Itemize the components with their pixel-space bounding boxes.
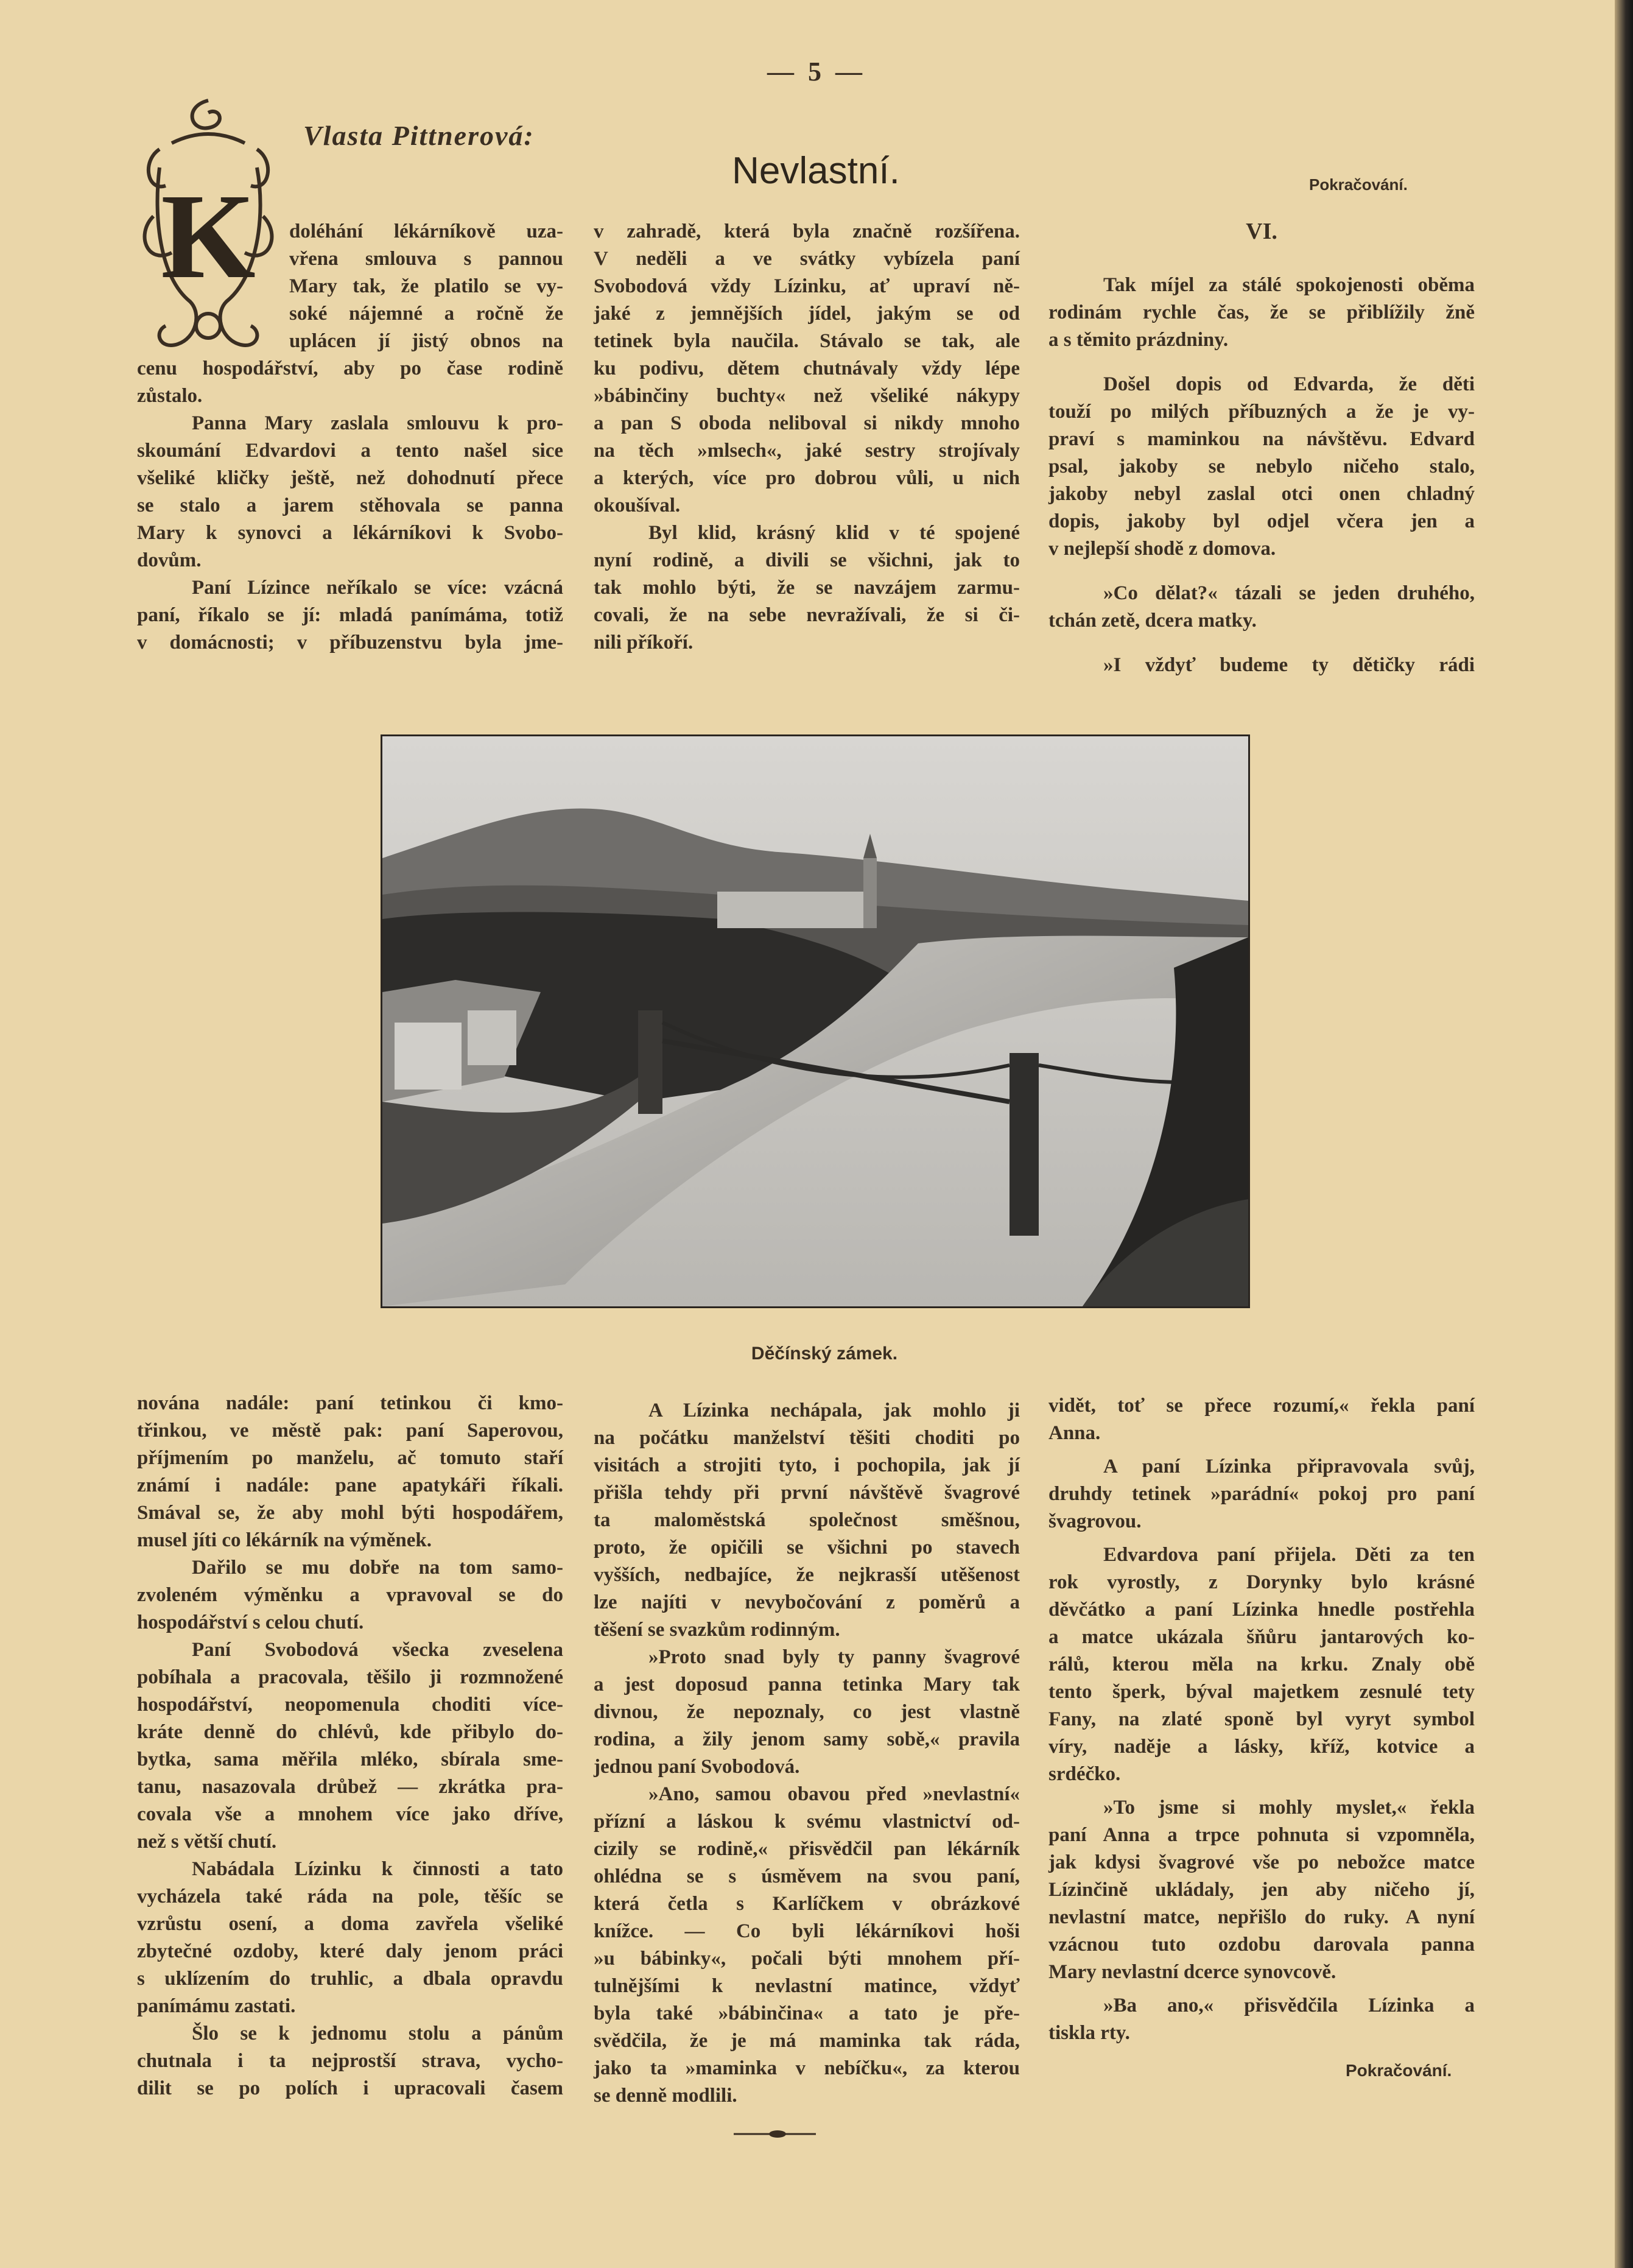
text-line: cizily se rodině,« přisvědčil pan lékárník bbox=[594, 1838, 1020, 1860]
text-line: praví s maminkou na návštěvu. Edvard bbox=[1048, 428, 1475, 450]
text-line: vyšších, nedbajíce, že nejkrasší utěšenost bbox=[594, 1564, 1020, 1586]
text-column-bottom-left bbox=[137, 1390, 563, 2102]
text-column-top-left bbox=[137, 218, 563, 657]
text-line: Svobodová vždy Lízinku, ať upraví ně- bbox=[594, 275, 1020, 297]
scan-edge bbox=[1615, 0, 1633, 2268]
text-line: nyní rodině, a divili se všichni, jak to bbox=[594, 549, 1020, 571]
text-line: ku podivu, dětem chutnávaly vždy lépe bbox=[594, 357, 1020, 379]
text-line: rodina, a žily jenom samy sobě,« pravila bbox=[594, 1728, 1020, 1750]
text-line: se denně modlili. bbox=[594, 2085, 737, 2107]
text-line: Fany, na zlaté sponě byl vyryt symbol bbox=[1048, 1708, 1475, 1730]
text-line: v zahradě, která byla značně rozšířena. bbox=[594, 220, 1020, 242]
text-line: Edvardova paní přijela. Děti za ten bbox=[1103, 1544, 1475, 1566]
text-line: ohlédna se s úsměvem na svou paní, bbox=[594, 1865, 1020, 1887]
text-line: doléhání lékárníkově uza- bbox=[289, 220, 563, 242]
text-line: Paní Lízince neříkalo se více: vzácná bbox=[192, 577, 563, 599]
text-line: a jest doposud panna tetinka Mary tak bbox=[594, 1674, 1020, 1696]
text-line: kráte denně do chlévů, kde přibylo do- bbox=[137, 1721, 563, 1743]
text-line: pobíhala a pracovala, těšilo ji rozmnožené bbox=[137, 1666, 563, 1688]
text-line: Paní Svobodová všecka zveselena bbox=[192, 1639, 563, 1661]
text-line: na těch »mlsech«, jaké sestry strojívaly bbox=[594, 440, 1020, 462]
text-line: Nabádala Lízinku k činnosti a tato bbox=[192, 1858, 563, 1880]
text-line: hospodářství, neopomenula choditi více- bbox=[137, 1694, 563, 1716]
text-line: druhdy tetinek »parádní« pokoj pro paní bbox=[1048, 1483, 1475, 1505]
paragraph bbox=[594, 519, 1020, 657]
paragraph bbox=[137, 2020, 563, 2102]
text-line: příjmením po manželu, ač tomuto staří bbox=[137, 1447, 563, 1469]
text-line: tento šperk, býval majetkem zesnulé tety bbox=[1048, 1681, 1475, 1703]
svg-text:K: K bbox=[161, 169, 256, 304]
continued-label-bottom: Pokračování. bbox=[1346, 2061, 1452, 2080]
text-line: tanu, nasazovala drůbež — zkrátka pra- bbox=[137, 1776, 563, 1798]
text-line: »Ano, samou obavou před »nevlastní« bbox=[648, 1783, 1020, 1805]
text-line: tetinek byla naučila. Stávalo se tak, ale bbox=[594, 330, 1020, 352]
text-line: Mary k synovci a lékárníkovi k Svobo- bbox=[137, 522, 563, 544]
chapter-number: VI. bbox=[1246, 219, 1277, 244]
text-line: »Proto snad byly ty panny švagrové bbox=[648, 1646, 1020, 1668]
text-line: lze najíti v nevybočování z poměrů a bbox=[594, 1591, 1020, 1613]
text-line: panímámu zastati. bbox=[137, 1995, 296, 2017]
text-line: bytka, sama měřila mléko, sbírala sme- bbox=[137, 1749, 563, 1770]
text-line: paní, říkalo se jí: mladá panímáma, totiž bbox=[137, 604, 563, 626]
text-line: těšení se svazkům rodinným. bbox=[594, 1619, 840, 1641]
paragraph bbox=[594, 218, 1020, 519]
text-line: děvčátko a paní Lízinka hnedle postřehla bbox=[1048, 1599, 1475, 1621]
text-line: Šlo se k jednomu stolu a pánům bbox=[192, 2023, 563, 2044]
text-line: skoumání Edvardovi a tento našel sice bbox=[137, 440, 563, 462]
text-line: dovům. bbox=[137, 549, 202, 571]
paragraph bbox=[1048, 1794, 1475, 1986]
paragraph bbox=[137, 1554, 563, 1636]
paragraph bbox=[137, 410, 563, 574]
text-line: která četla s Karlíčkem v obrázkové bbox=[594, 1893, 1020, 1915]
text-line: proto, že opičili se všichni po stavech bbox=[594, 1537, 1020, 1558]
text-line: A Lízinka nechápala, jak mohlo ji bbox=[648, 1400, 1020, 1421]
text-line: uplácen jí jistý obnos na bbox=[289, 330, 563, 352]
text-line: dopis, jakoby byl odjel včera jen a bbox=[1048, 510, 1475, 532]
text-line: Dařilo se mu dobře na tom samo- bbox=[192, 1557, 563, 1579]
text-line: Mary tak, že platilo se vy- bbox=[289, 275, 563, 297]
text-line: a s těmito prázdniny. bbox=[1048, 329, 1229, 351]
paragraph bbox=[137, 1856, 563, 2020]
text-line: rok vyrostly, z Dorynky bylo krásné bbox=[1048, 1571, 1475, 1593]
paragraph bbox=[1048, 371, 1475, 563]
text-line: Anna. bbox=[1048, 1422, 1101, 1444]
text-line: jaké z jemnějších jídel, jakým se od bbox=[594, 303, 1020, 325]
text-line: Tak míjel za stálé spokojenosti oběma bbox=[1103, 274, 1475, 296]
text-line: v nejlepší shodě z domova. bbox=[1048, 538, 1276, 560]
text-line: paní Anna a trpce pohnuta si vzpomněla, bbox=[1048, 1824, 1475, 1846]
text-line: a kterých, více pro dobrou vůli, u nich bbox=[594, 467, 1020, 489]
text-column-top-right bbox=[1048, 272, 1475, 679]
text-line: vřena smlouva s pannou bbox=[289, 248, 563, 270]
text-column-bottom-right bbox=[1048, 1392, 1475, 2047]
text-column-bottom-middle bbox=[594, 1397, 1020, 2110]
text-line: tulnějšími k nevlastní matince, vždyť bbox=[594, 1975, 1020, 1997]
text-line: knížce. — Co byli lékárníkovi hoši bbox=[594, 1920, 1020, 1942]
text-line: Panna Mary zaslala smlouvu k pro- bbox=[192, 412, 563, 434]
text-line: hospodářství s celou chutí. bbox=[137, 1611, 364, 1633]
text-line: na počátku manželství těšiti choditi po bbox=[594, 1427, 1020, 1449]
text-line: V neděli a ve svátky vybízela paní bbox=[594, 248, 1020, 270]
paragraph bbox=[594, 1397, 1020, 1644]
text-line: jednou paní Svobodová. bbox=[594, 1756, 800, 1778]
text-line: třinkou, ve městě pak: paní Saperovou, bbox=[137, 1420, 563, 1442]
text-line: v domácnosti; v příbuzenstvu byla jme- bbox=[137, 632, 563, 653]
paragraph bbox=[594, 1781, 1020, 2110]
text-line: okoušíval. bbox=[594, 495, 681, 516]
text-line: »To jsme si mohly myslet,« řekla bbox=[1103, 1797, 1475, 1819]
paragraph bbox=[1048, 652, 1475, 679]
text-line: zůstalo. bbox=[137, 385, 203, 407]
text-line: Byl klid, krásný klid v té spojené bbox=[648, 522, 1020, 544]
text-line: a matce ukázala šňůru jantarových ko- bbox=[1048, 1626, 1475, 1648]
text-line: zvoleném výměnku a vpravoval se do bbox=[137, 1584, 563, 1606]
paragraph bbox=[137, 218, 563, 410]
photo-caption: Děčínský zámek. bbox=[751, 1344, 898, 1364]
text-line: A paní Lízinka připravovala svůj, bbox=[1103, 1456, 1475, 1477]
text-line: jako ta »maminka v nebíčku«, za kterou bbox=[594, 2057, 1020, 2079]
text-line: srdéčko. bbox=[1048, 1763, 1121, 1785]
text-line: »I vždyť budeme ty dětičky rádi bbox=[1103, 654, 1475, 676]
text-line: vycházela také ráda na pole, těšíc se bbox=[137, 1886, 563, 1907]
text-line: ta maloměstská společnost směšnou, bbox=[594, 1509, 1020, 1531]
continued-label-top: Pokračování. bbox=[1309, 175, 1408, 194]
page-number: — 5 — bbox=[767, 57, 866, 86]
text-line: vzrůstu osení, a doma zavřela všeliké bbox=[137, 1913, 563, 1935]
text-line: nována nadále: paní tetinkou či kmo- bbox=[137, 1392, 563, 1414]
text-line: nili příkoří. bbox=[594, 632, 694, 653]
text-line: se stalo a jarem stěhovala se panna bbox=[137, 495, 563, 516]
text-line: psal, jakoby se nebylo ničeho stalo, bbox=[1048, 456, 1475, 477]
author-byline: Vlasta Pittnerová: bbox=[303, 120, 535, 151]
text-line: chutnala i ta nejprostší strava, vycho- bbox=[137, 2050, 563, 2072]
text-line: přízní a láskou k svému vlastnictví od- bbox=[594, 1811, 1020, 1833]
text-line: jakoby nebyl zaslal otci onen chladný bbox=[1048, 483, 1475, 505]
text-line: vzácnou tuto ozdobu darovala panna bbox=[1048, 1934, 1475, 1956]
text-line: byla také »bábinčina« a tato je pře- bbox=[594, 2002, 1020, 2024]
text-line: rodinám rychle čas, že se přiblížily žně bbox=[1048, 301, 1475, 323]
text-line: všeliké kličky ještě, než dohodnutí přece bbox=[137, 467, 563, 489]
text-line: Smával se, že aby mohl býti hospodářem, bbox=[137, 1502, 563, 1524]
text-line: musel jíti co lékárník na výměnek. bbox=[137, 1529, 432, 1551]
paragraph bbox=[137, 1390, 563, 1554]
paragraph bbox=[1048, 1992, 1475, 2047]
text-line: tiskla rty. bbox=[1048, 2022, 1130, 2044]
text-line: Lízinčině ukládaly, jen aby ničeho jí, bbox=[1048, 1879, 1475, 1901]
paragraph bbox=[137, 574, 563, 657]
paragraph bbox=[1048, 1453, 1475, 1535]
text-line: divnou, že nepoznaly, co jest vlastně bbox=[594, 1701, 1020, 1723]
text-line: »u bábinky«, počali býti mnohem pří- bbox=[594, 1948, 1020, 1970]
end-ornament bbox=[734, 2127, 816, 2141]
text-line: covala vše a mnohem více jako dříve, bbox=[137, 1803, 563, 1825]
text-line: touží po milých příbuzných a že je vy- bbox=[1048, 401, 1475, 423]
text-line: soké nájemné a ročně že bbox=[289, 303, 563, 325]
text-line: visitách a strojiti tyto, i pochopila, jak jí bbox=[594, 1454, 1020, 1476]
photo-decin-castle bbox=[381, 734, 1250, 1308]
text-line: než s větší chutí. bbox=[137, 1831, 277, 1853]
paragraph bbox=[1048, 1392, 1475, 1447]
text-line: přišla tehdy při první návštěvě švagrové bbox=[594, 1482, 1020, 1504]
text-line: vidět, toť se přece rozumí,« řekla paní bbox=[1048, 1395, 1475, 1417]
text-line: tak mohlo býti, že se navzájem zarmu- bbox=[594, 577, 1020, 599]
text-line: covali, že na sebe nevražívali, že si či- bbox=[594, 604, 1020, 626]
text-line: švagrovou. bbox=[1048, 1510, 1142, 1532]
paragraph bbox=[594, 1644, 1020, 1781]
paragraph bbox=[1048, 272, 1475, 354]
text-line: nevlastní matce, nepřišlo do ruky. A nyní bbox=[1048, 1906, 1475, 1928]
text-line: svědčila, že je má maminka tak ráda, bbox=[594, 2030, 1020, 2052]
text-line: známí i nadále: pane apatykáři říkali. bbox=[137, 1474, 563, 1496]
paragraph bbox=[137, 1636, 563, 1856]
text-line: jak kdysi švagrové vše po nebožce matce bbox=[1048, 1851, 1475, 1873]
text-line: a pan S oboda neliboval si nikdy mnoho bbox=[594, 412, 1020, 434]
text-line: dilit se po polích i upracovali časem bbox=[137, 2077, 563, 2099]
text-line: Došel dopis od Edvarda, že děti bbox=[1103, 373, 1475, 395]
paragraph bbox=[1048, 580, 1475, 635]
text-line: cenu hospodářství, aby po čase rodině bbox=[137, 357, 563, 379]
article-title: Nevlastní. bbox=[732, 150, 900, 192]
text-line: zbytečné ozdoby, které daly jenom práci bbox=[137, 1940, 563, 1962]
text-line: »Ba ano,« přisvědčila Lízinka a bbox=[1103, 1995, 1475, 2016]
text-line: rálů, kterou měla na krku. Znaly obě bbox=[1048, 1653, 1475, 1675]
text-column-top-middle bbox=[594, 218, 1020, 657]
text-line: víry, naděje a lásky, kříž, kotvice a bbox=[1048, 1736, 1475, 1758]
text-line: »bábinčiny buchty« než všeliké nákypy bbox=[594, 385, 1020, 407]
text-line: s uklízením do truhlic, a dbala opravdu bbox=[137, 1968, 563, 1990]
paragraph bbox=[1048, 1541, 1475, 1788]
text-line: tchán zetě, dcera matky. bbox=[1048, 610, 1257, 632]
text-line: »Co dělat?« tázali se jeden druhého, bbox=[1103, 582, 1475, 604]
text-line: Mary nevlastní dcerce synovcově. bbox=[1048, 1961, 1336, 1983]
